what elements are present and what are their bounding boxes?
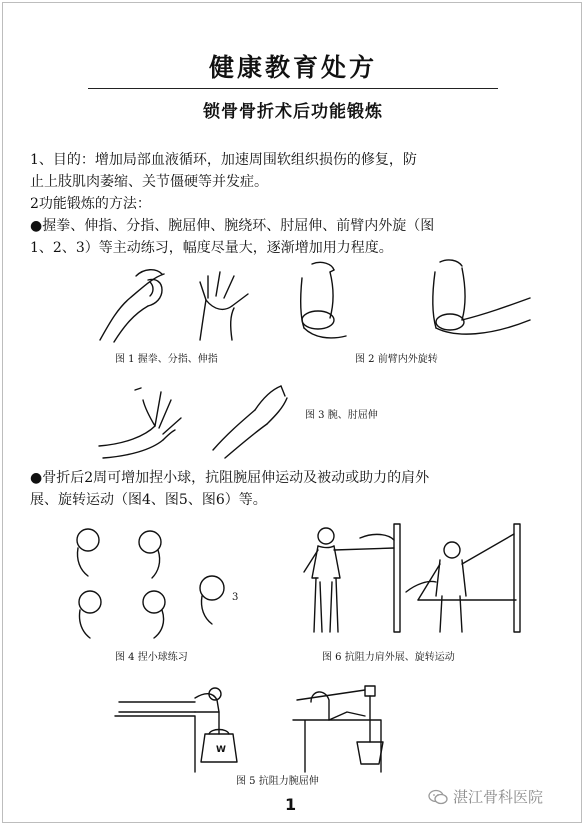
purpose-line-2: 止上肢肌肉萎缩、关节僵硬等并发症。: [30, 174, 268, 190]
bullet-1-line-2: 1、2、3）等主动练习，幅度尽量大，逐渐增加用力程度。: [30, 240, 393, 256]
page-number: 1: [285, 795, 297, 814]
watermark: [428, 786, 543, 807]
page-subtitle: 锁骨骨折术后功能锻炼: [203, 102, 383, 122]
figure-1-hand-exercise-illustration: [90, 260, 290, 345]
figure-4-caption: 图 4 捏小球练习: [115, 652, 188, 663]
title-divider: [88, 88, 498, 89]
wechat-icon: [428, 789, 448, 805]
figure-6-caption: 图 6 抗阻力肩外展、旋转运动: [322, 652, 455, 663]
figure-4-squeeze-ball-illustration: [62, 522, 252, 642]
weight-label: W: [216, 745, 226, 755]
bullet-2-line-1: ●骨折后2周可增加捏小球，抗阻腕屈伸运动及被动或助力的肩外: [30, 470, 430, 486]
figure-5-caption: 图 5 抗阻力腕屈伸: [236, 776, 319, 787]
figure-2-caption: 图 2 前臂内外旋转: [355, 354, 438, 365]
figure-3-wrist-elbow-flexion-illustration: [95, 378, 300, 460]
figure-6-shoulder-abduction-illustration: [290, 520, 525, 640]
figure-5-resisted-wrist-flexion-illustration: [115, 672, 465, 777]
purpose-line-1: 1、目的：增加局部血液循环，加速周围软组织损伤的修复，防: [30, 152, 417, 168]
methods-heading: 2功能锻炼的方法：: [30, 196, 151, 212]
bullet-1-line-1: ●握拳、伸指、分指、腕屈伸、腕绕环、肘屈伸、前臂内外旋（图: [30, 218, 435, 234]
watermark-text: 湛江骨科医院: [453, 788, 544, 806]
bullet-2-line-2: 展、旋转运动（图4、图5、图6）等。: [30, 492, 267, 508]
figure-3-caption: 图 3 腕、肘屈伸: [305, 410, 378, 421]
figure-1-caption: 图 1 握拳、分指、伸指: [115, 354, 218, 365]
page-title: 健康教育处方: [208, 53, 377, 82]
figure-2-forearm-rotation-illustration: [290, 258, 540, 348]
figure-4-number-label: 3: [232, 592, 239, 603]
